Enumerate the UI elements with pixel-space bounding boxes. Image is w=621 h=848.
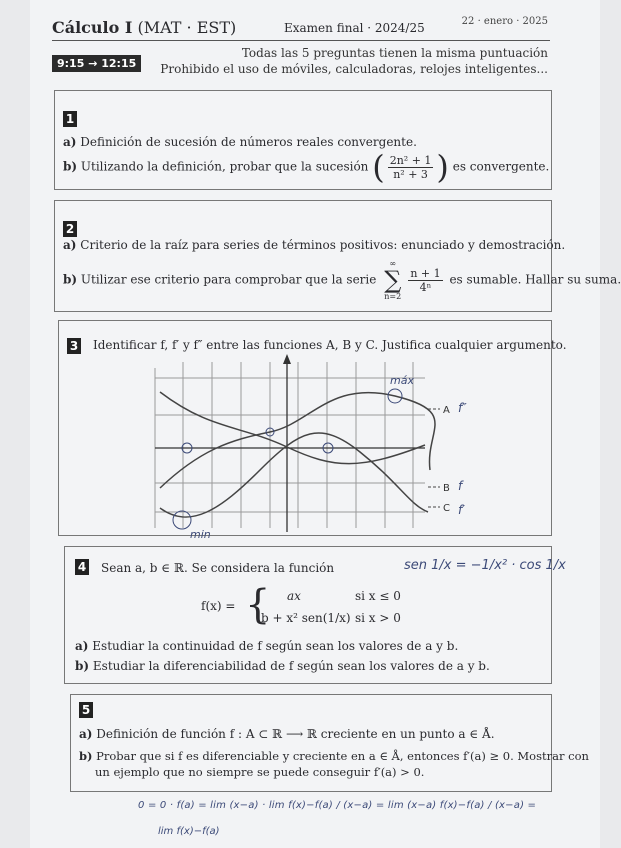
question-5-box: [70, 694, 589, 792]
exam-date: 22 · enero · 2025: [461, 16, 548, 27]
question-2b: b) Utilizar ese criterio para comprobar que la serie ∞ ∑ n=2 $\frac{n + 1}{\text{4ⁿ}}$ es sumable. Hallar su suma.: [63, 259, 621, 301]
handwritten-C-note: f′: [458, 503, 465, 517]
handwritten-proof-line-1: 0 = 0 · f(a) = lim (x−a) · lim f(x)−f(a) / (x−a) = lim (x−a) f(x)−f(a) / (x−a) =: [138, 800, 537, 811]
case-2-condition: si x > 0: [355, 611, 401, 625]
handwritten-derivative-note: sen 1/x = −1/x² · cos 1/x: [404, 558, 566, 573]
handwritten-max: máx: [390, 374, 414, 387]
question-4-statement: Sean a, b ∈ ℝ. Se considera la función: [101, 561, 335, 575]
question-number: 1: [63, 111, 77, 127]
course-group: (MAT · EST): [137, 18, 237, 37]
piecewise-label: f(x) =: [201, 599, 236, 613]
question-5b: b) Probar que si f es diferenciable y creciente en a ∈ Å, entonces f′(a) ≥ 0. Mostrar con: [79, 749, 589, 763]
case-1-expression: ax: [287, 589, 301, 603]
curve-C: [160, 433, 428, 517]
handwritten-A-note: f″: [458, 401, 467, 415]
graph-grid: [155, 362, 425, 528]
series-fraction: $\frac{n + 1}{\text{4ⁿ}}$: [410, 266, 441, 294]
question-4b: b) Estudiar la diferenciabilidad de f según sean los valores de a y b.: [75, 659, 490, 673]
case-2-expression: b + x² sen(1/x): [261, 611, 351, 625]
question-5b-continued: un ejemplo que no siempre se puede conseguir f′(a) > 0.: [95, 765, 425, 779]
instructions-line-2: Prohibido el uso de móviles, calculadoras, relojes inteligentes...: [160, 62, 548, 76]
question-2a: a) Criterio de la raíz para series de términos positivos: enunciado y demostración.: [63, 238, 566, 252]
question-4a: a) Estudiar la continuidad de f según sean los valores de a y b.: [75, 639, 459, 653]
question-number: 2: [63, 221, 77, 237]
handwritten-B-note: f: [458, 479, 463, 493]
label-B: B: [443, 483, 450, 494]
question-number: 4: [75, 559, 89, 575]
question-5a: a) Definición de función f : A ⊂ ℝ ⟶ ℝ creciente en un punto a ∈ Å.: [79, 727, 495, 741]
series-sum: ∞ ∑ n=2: [384, 259, 402, 301]
exam-time-badge: 9:15 → 12:15: [52, 55, 141, 72]
course-name: Cálculo I: [52, 18, 133, 37]
label-C: C: [443, 503, 450, 514]
brace-icon: {: [245, 582, 271, 628]
sequence-fraction: $\frac{\text{2n² + 1}}{\text{n² + 3}}$: [389, 153, 432, 181]
label-A: A: [443, 405, 450, 416]
case-1-condition: si x ≤ 0: [355, 589, 401, 603]
question-1a: a) Definición de sucesión de números reales convergente.: [63, 135, 417, 149]
question-1b: b) Utilizando la definición, probar que la sucesión ( $\frac{\text{2n² + 1}}{\text{n² + 3}}$ ) es convergente.: [63, 148, 550, 186]
instructions-line-1: Todas las 5 preguntas tienen la misma puntuación: [241, 46, 548, 60]
question-number: 3: [67, 338, 81, 354]
handwritten-proof-line-2: lim f(x)−f(a): [158, 826, 220, 837]
handwritten-min: min: [190, 528, 211, 541]
y-axis-arrow-icon: [283, 354, 291, 364]
question-number: 5: [79, 702, 93, 718]
question-3-statement: Identificar f, f′ y f″ entre las funciones A, B y C. Justifica cualquier argumento.: [93, 338, 567, 352]
exam-title: Examen final · 2024/25: [284, 21, 425, 35]
